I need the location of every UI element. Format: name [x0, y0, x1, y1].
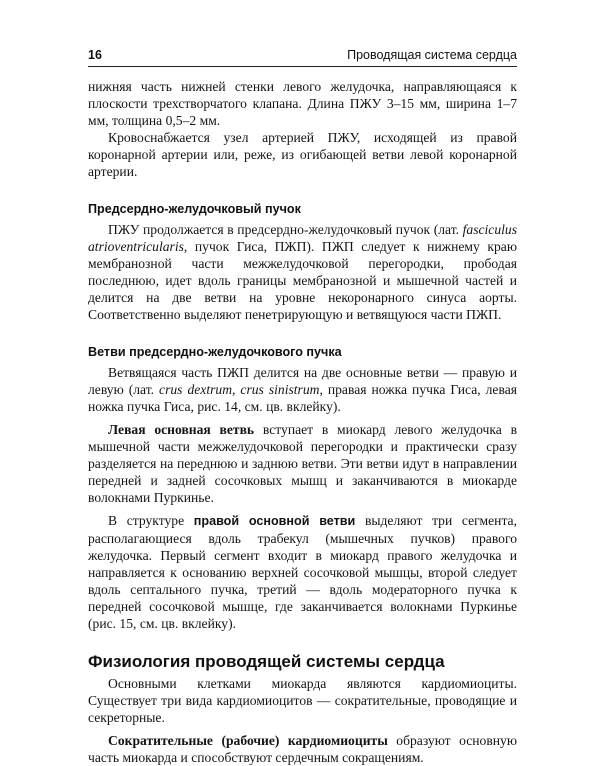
paragraph-branches: [88, 364, 517, 415]
section-heading-physiology: Физиология проводящей системы сердца: [88, 652, 445, 671]
latin-term: fasciculus atrioventricularis: [88, 222, 517, 254]
page-number: 16: [88, 48, 102, 62]
text-run: выделяют три сегмента, располагающиеся вдоль трабекул (мышечных пучков) правого желудочка. Первый сегмент входит в миокард правого желудочка и направляется к основанию верхней сосочковой мышцы, второй следует вдоль септального пучка, третий — вдоль модераторного пучка к передней сосочковой мышце, где заканчивается волокнами Пуркинье (рис. 15, см. цв. вклейку).: [88, 513, 517, 631]
text-run: ПЖУ продолжается в предсердно-желудочковый пучок (лат.: [108, 222, 463, 237]
bold-term: Левая основная ветвь: [108, 422, 255, 437]
paragraph-av-bundle: [88, 221, 517, 323]
bold-term: Сократительные (рабочие) кардиомиоциты: [108, 733, 388, 748]
page-header: [88, 48, 517, 66]
subheading-bundle-branches: Ветви предсердно-желудочкового пучка: [88, 345, 342, 359]
body-text: [88, 78, 517, 766]
bold-term: правой основной ветви: [193, 514, 356, 528]
text-run: В структуре: [108, 513, 194, 528]
text-run: Ветвящаяся часть ПЖП делится на две основные ветви — правую и левую (лат.: [88, 365, 517, 397]
text-run: образуют основную часть миокарда и способствуют сердечным сокращениям.: [88, 733, 517, 765]
running-title: Проводящая система сердца: [347, 48, 517, 62]
latin-term: crus dextrum: [159, 382, 233, 397]
header-rule: [88, 66, 517, 67]
paragraph-continuation: нижняя часть нижней стенки левого желудочка, направляющаяся к плоскости трехстворчатого клапана. Длина ПЖУ 3–15 мм, ширина 1–7 мм, толщина 0,5–2 мм.: [88, 79, 517, 128]
text-run: вступает в миокард левого желудочка в мышечной части межжелудочковой перегородки и практически сразу разделяется на переднюю и заднюю ветви. Эти ветви идут в направлении передней и задней сосочковых мышц и заканчиваются в миокарде волокнами Пуркинье.: [88, 422, 517, 505]
paragraph-blood-supply: Кровоснабжается узел артерией ПЖУ, исходящей из правой коронарной артерии или, реже, из огибающей ветви левой коронарной артерии.: [88, 130, 517, 179]
paragraph-right-branch: [88, 512, 517, 632]
paragraph-left-branch: [88, 421, 517, 506]
paragraph-cardiomyocytes: Основными клетками миокарда являются кардиомиоциты. Существует три вида кардиомиоцитов — сократительные, проводящие и секреторные.: [88, 676, 517, 725]
text-run: ,: [232, 382, 241, 397]
text-run: , пучок Гиса, ПЖП). ПЖП следует к нижнему краю мембранозной части межжелудочковой перегородки, прободая последнюю, идет вдоль границы мембранозной и мышечной частей и делится на две ветви на уровне некоронарного синуса аорты. Соответственно выделяют пенетрирующую и ветвящуюся части ПЖП.: [88, 239, 517, 322]
paragraph-contractile: [88, 732, 517, 766]
latin-term: crus sinistrum: [240, 382, 320, 397]
text-run: , правая ножка пучка Гиса, левая ножка пучка Гиса, рис. 14, см. цв. вклейку).: [88, 382, 517, 414]
subheading-av-bundle: Предсердно-желудочковый пучок: [88, 202, 301, 216]
